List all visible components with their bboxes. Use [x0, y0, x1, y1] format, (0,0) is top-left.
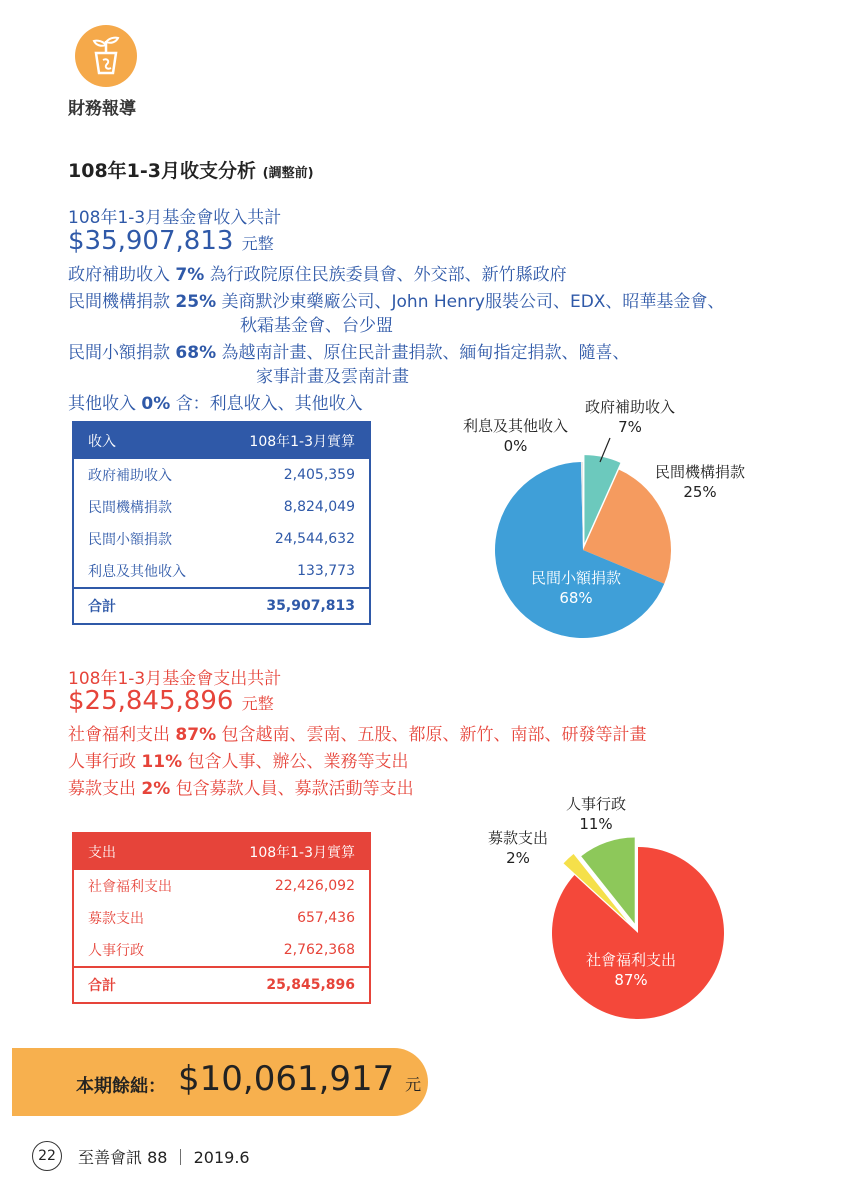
footer-publication: 至善會訊 88 ｜ 2019.6 — [78, 1148, 250, 1167]
page-title-note: (調整前) — [262, 166, 314, 181]
income-amount — [68, 226, 274, 256]
line-pct: 2% — [141, 779, 171, 799]
table-header-cell: 108年1-3月實算 — [209, 833, 370, 870]
expense-line-admin — [68, 747, 409, 772]
table-cell-value: 2,762,368 — [283, 942, 355, 958]
line-desc: 包含募款人員、募款活動等支出 — [175, 779, 414, 799]
line-pct: 68% — [175, 343, 217, 363]
page-number: 22 — [32, 1141, 62, 1171]
table-header-row — [73, 422, 370, 459]
pie-label-name: 人事行政 — [566, 795, 627, 813]
table-cell-value: 657,436 — [297, 910, 355, 926]
table-row — [73, 491, 370, 523]
pie-label-pct: 87% — [614, 971, 648, 989]
line-pct: 0% — [141, 394, 171, 414]
table-total-value: 35,907,813 — [217, 588, 370, 624]
table-header-cell: 108年1-3月實算 — [217, 422, 370, 459]
table-cell-name: 利息及其他收入 — [88, 564, 186, 580]
table-cell-name: 政府補助收入 — [88, 468, 172, 484]
pie-leader-line — [596, 436, 616, 466]
table-cell-name: 民間機構捐款 — [88, 500, 172, 516]
pie-label-pct: 7% — [618, 418, 642, 436]
table-cell-name: 社會福利支出 — [88, 879, 172, 895]
balance-unit: 元 — [405, 1075, 422, 1094]
balance-label: 本期餘絀： — [76, 1076, 166, 1097]
pie-label-gov — [585, 397, 675, 437]
line-desc: 包含人事、辦公、業務等支出 — [187, 752, 409, 772]
pie-label-org — [655, 462, 745, 502]
line-label: 民間機構捐款 — [68, 292, 170, 312]
table-header-cell: 收入 — [73, 422, 217, 459]
pie-label-name: 政府補助收入 — [585, 398, 676, 416]
pie-label-name: 民間機構捐款 — [655, 463, 746, 481]
pie-label-pct: 25% — [683, 483, 717, 501]
income-line-org — [68, 287, 724, 312]
pie-label-pct: 2% — [506, 849, 530, 867]
section-tag: 財務報導 — [68, 99, 136, 119]
line-pct: 25% — [175, 292, 217, 312]
income-heading: 108年1-3月基金會收入共計 — [68, 208, 282, 228]
pie-label-other — [463, 416, 568, 456]
expense-pie-chart — [530, 825, 740, 1035]
plant-icon — [75, 25, 137, 87]
expense-heading: 108年1-3月基金會支出共計 — [68, 669, 282, 689]
pie-label-name: 募款支出 — [488, 829, 549, 847]
table-cell-value: 22,426,092 — [274, 878, 355, 894]
table-total-row — [73, 588, 370, 624]
line-label: 募款支出 — [68, 779, 136, 799]
pie-label-name: 民間小額捐款 — [531, 569, 622, 587]
expense-amount — [68, 686, 274, 716]
line-label: 社會福利支出 — [68, 725, 170, 745]
expense-table — [72, 832, 371, 1004]
table-row — [73, 459, 370, 491]
pie-label-welfare — [586, 950, 676, 990]
pie-label-pct: 0% — [503, 437, 528, 455]
pie-label-fundraising — [488, 828, 548, 868]
table-cell-name: 人事行政 — [88, 943, 144, 959]
balance-amount — [178, 1059, 421, 1099]
table-cell-value: 133,773 — [297, 563, 355, 579]
income-line-org-cont: 秋霜基金會、台少盟 — [240, 316, 393, 336]
line-pct: 87% — [175, 725, 217, 745]
table-cell-value: 2,405,359 — [283, 467, 355, 483]
pie-label-name: 利息及其他收入 — [463, 417, 569, 435]
table-row — [73, 555, 370, 588]
table-row — [73, 870, 370, 902]
line-desc: 包含越南、雲南、五股、都原、新竹、南部、研發等計畫 — [221, 725, 647, 745]
line-label: 政府補助收入 — [68, 265, 170, 285]
line-desc: 美商默沙東藥廠公司、John Henry服裝公司、EDX、昭華基金會、 — [221, 292, 725, 312]
pie-label-pct: 11% — [579, 815, 613, 833]
income-amount-value: $35,907,813 — [68, 226, 234, 256]
table-header-cell: 支出 — [73, 833, 209, 870]
table-cell-value: 24,544,632 — [274, 531, 355, 547]
income-line-other — [68, 389, 363, 414]
table-total-label: 合計 — [73, 967, 209, 1003]
income-pie-chart — [480, 440, 680, 650]
line-label: 民間小額捐款 — [68, 343, 170, 363]
table-cell-value: 8,824,049 — [283, 499, 355, 515]
expense-amount-value: $25,845,896 — [68, 686, 234, 716]
expense-line-welfare — [68, 720, 647, 745]
line-label: 人事行政 — [68, 752, 136, 772]
line-desc: 為行政院原住民族委員會、外交部、新竹縣政府 — [209, 265, 567, 285]
income-line-small — [68, 338, 630, 363]
table-cell-name: 募款支出 — [88, 911, 144, 927]
income-amount-unit: 元整 — [241, 234, 274, 253]
balance-value: $10,061,917 — [178, 1059, 395, 1099]
pie-label-name: 社會福利支出 — [586, 951, 677, 969]
table-total-row — [73, 967, 370, 1003]
table-total-value: 25,845,896 — [209, 967, 370, 1003]
page-title — [68, 156, 314, 183]
line-desc: 為越南計畫、原住民計畫捐款、緬甸指定捐款、隨喜、 — [221, 343, 630, 363]
pie-label-small — [531, 568, 621, 608]
income-line-gov — [68, 260, 567, 285]
expense-line-fundraising — [68, 774, 414, 799]
line-pct: 7% — [175, 265, 205, 285]
table-row — [73, 902, 370, 934]
income-line-small-cont: 家事計畫及雲南計畫 — [256, 367, 409, 387]
table-row — [73, 523, 370, 555]
logo — [75, 25, 137, 87]
page-title-text: 108年1-3月收支分析 — [68, 160, 256, 182]
line-pct: 11% — [141, 752, 183, 772]
expense-amount-unit: 元整 — [241, 694, 274, 713]
pie-label-admin — [566, 794, 626, 834]
table-row — [73, 934, 370, 967]
table-header-row — [73, 833, 370, 870]
table-total-label: 合計 — [73, 588, 217, 624]
line-label: 其他收入 — [68, 394, 136, 414]
income-table — [72, 421, 371, 625]
line-desc: 含：利息收入、其他收入 — [175, 394, 363, 414]
pie-label-pct: 68% — [559, 589, 593, 607]
table-cell-name: 民間小額捐款 — [88, 532, 172, 548]
